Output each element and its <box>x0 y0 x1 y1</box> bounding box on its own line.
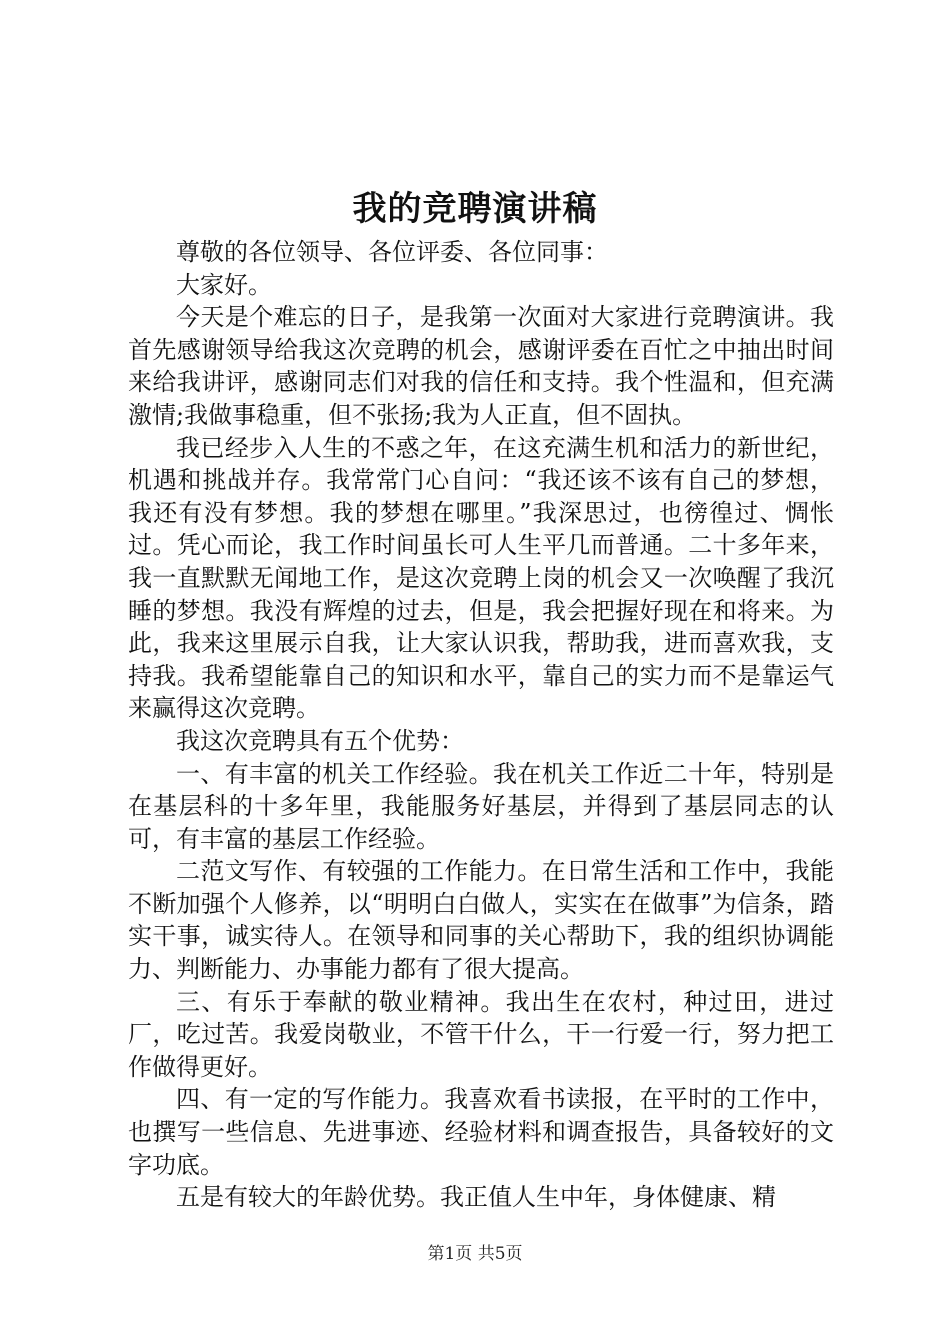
document-body <box>128 236 834 1214</box>
paragraph-greeting: 大家好。 <box>176 270 272 299</box>
paragraph-advantage-3: 三、有乐于奉献的敬业精神。我出生在农村，种过田，进过厂，吃过苦。我爱岗敬业，不管干什么，干一行爱一行，努力把工作做得更好。 <box>128 987 834 1081</box>
paragraph-advantage-1: 一、有丰富的机关工作经验。我在机关工作近二十年，特别是在基层科的十多年里，我能服务好基层，并得到了基层同志的认可，有丰富的基层工作经验。 <box>128 759 834 853</box>
paragraph-opening: 今天是个难忘的日子，是我第一次面对大家进行竞聘演讲。我首先感谢领导给我这次竞聘的机会，感谢评委在百忙之中抽出时间来给我讲评，感谢同志们对我的信任和支持。我个性温和，但充满激情;我做事稳重，但不张扬;我为人正直，但不固执。 <box>128 303 834 429</box>
paragraph-salutation: 尊敬的各位领导、各位评委、各位同事： <box>176 238 608 266</box>
paragraph-advantage-2: 二范文写作、有较强的工作能力。在日常生活和工作中，我能不断加强个人修养，以“明明白白做人，实实在在做事”为信条，踏实干事，诚实待人。在领导和同事的关心帮助下，我的组织协调能力、判断能力、办事能力都有了很大提高。 <box>128 857 834 984</box>
paragraph-advantages-intro: 我这次竞聘具有五个优势： <box>176 726 464 755</box>
page-number-footer: 第1页 共5页 <box>427 1244 523 1264</box>
paragraph-advantage-4: 四、有一定的写作能力。我喜欢看书读报，在平时的工作中，也撰写一些信息、先进事迹、经验材料和调查报告，具备较好的文字功底。 <box>128 1085 834 1179</box>
paragraph-self-reflection: 我已经步入人生的不惑之年，在这充满生机和活力的新世纪，机遇和挑战并存。我常常门心自问：“我还该不该有自己的梦想，我还有没有梦想。我的梦想在哪里。”我深思过，也徬徨过、惆怅过。凭心而论，我工作时间虽长可人生平几而普通。二十多年来，我一直默默无闻地工作，是这次竞聘上岗的机会又一次唤醒了我沉睡的梦想。我没有辉煌的过去，但是，我会把握好现在和将来。为此，我来这里展示自我，让大家认识我，帮助我，进而喜欢我，支持我。我希望能靠自己的知识和水平，靠自己的实力而不是靠运气来赢得这次竞聘。 <box>128 433 834 723</box>
document-title: 我的竞聘演讲稿 <box>352 189 598 229</box>
paragraph-advantage-5: 五是有较大的年龄优势。我正值人生中年，身体健康、精 <box>176 1183 776 1212</box>
